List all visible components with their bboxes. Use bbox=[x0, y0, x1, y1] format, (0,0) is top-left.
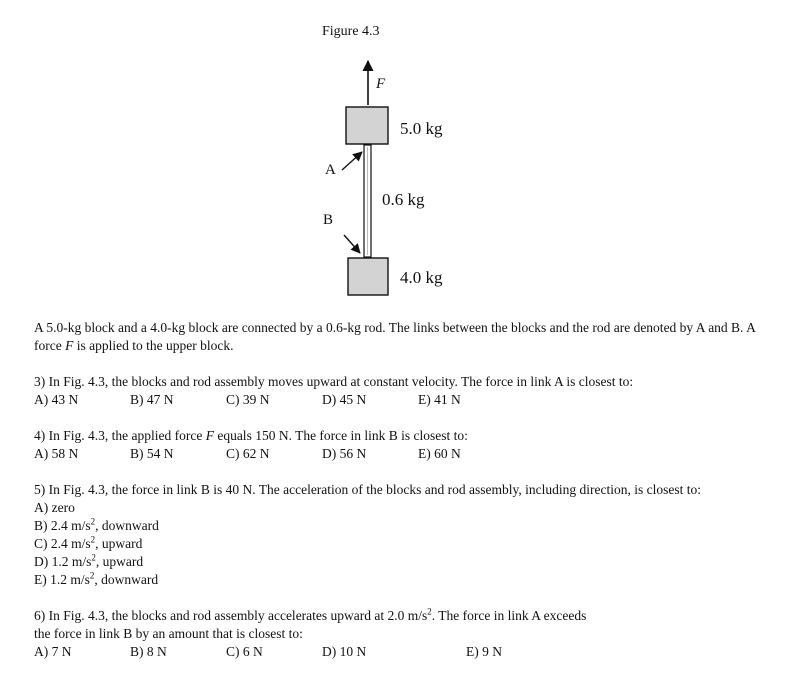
q5-c-direction: , upward bbox=[95, 536, 143, 551]
q4-option-b[interactable]: B) 54 N bbox=[130, 446, 174, 461]
q6-option-b[interactable]: B) 8 N bbox=[130, 644, 167, 659]
q5-b-unit: m/s bbox=[71, 518, 91, 533]
question-5 bbox=[34, 481, 764, 589]
q5-option-b[interactable] bbox=[34, 517, 764, 535]
q5-e-direction: , downward bbox=[94, 572, 159, 587]
q5-e-value: E) 1.2 bbox=[34, 572, 71, 587]
link-a-arrow bbox=[342, 152, 362, 170]
q6-option-e[interactable]: E) 9 N bbox=[466, 644, 502, 659]
figure-diagram bbox=[300, 55, 470, 305]
q4-option-e[interactable]: E) 60 N bbox=[418, 446, 461, 461]
question-6-stem-line-2: the force in link B by an amount that is closest to: bbox=[34, 626, 303, 641]
q4-force-symbol: F bbox=[205, 428, 214, 443]
question-3 bbox=[34, 373, 764, 409]
q5-c-value: C) 2.4 bbox=[34, 536, 72, 551]
q5-b-direction: , downward bbox=[95, 518, 159, 533]
q4-stem-part-2: equals 150 N. The force in link B is closest to: bbox=[213, 428, 468, 443]
question-6-options bbox=[34, 643, 764, 661]
lower-mass-label: 4.0 kg bbox=[400, 268, 443, 287]
q5-d-direction: , upward bbox=[95, 554, 144, 569]
link-b-arrow bbox=[344, 235, 360, 253]
q5-c-exp: 2 bbox=[90, 534, 96, 545]
q5-e-unit: m/s bbox=[70, 572, 90, 587]
intro-text-2: is applied to the upper block. bbox=[73, 338, 234, 353]
q5-d-unit: m/s bbox=[71, 554, 92, 569]
lower-block bbox=[348, 258, 388, 295]
link-a-label: A bbox=[325, 162, 336, 178]
link-b-label: B bbox=[323, 212, 334, 228]
q4-stem-part-1: 4) In Fig. 4.3, the applied force bbox=[34, 428, 206, 443]
question-6-stem-line-1 bbox=[34, 607, 764, 625]
question-4 bbox=[34, 427, 764, 463]
intro-force-symbol: F bbox=[65, 338, 74, 353]
question-4-options bbox=[34, 445, 764, 463]
q4-option-d[interactable]: D) 56 N bbox=[322, 446, 367, 461]
q5-b-value: B) 2.4 bbox=[34, 518, 72, 533]
question-4-stem bbox=[34, 427, 764, 445]
figure-title: Figure 4.3 bbox=[322, 24, 380, 39]
q5-option-a[interactable]: A) zero bbox=[34, 500, 75, 515]
q3-option-c[interactable]: C) 39 N bbox=[226, 392, 270, 407]
q5-option-c[interactable] bbox=[34, 535, 764, 553]
q5-c-unit: m/s bbox=[71, 536, 91, 551]
q5-b-exp: 2 bbox=[90, 516, 96, 527]
intro-text-1: A 5.0-kg block and a 4.0-kg block are connected by a 0.6-kg rod. The links between the blocks and the rod are denoted by A and B. A force bbox=[34, 320, 756, 353]
rod-mass-label: 0.6 kg bbox=[382, 190, 425, 209]
q3-option-d[interactable]: D) 45 N bbox=[322, 392, 367, 407]
q4-option-a[interactable]: A) 58 N bbox=[34, 446, 79, 461]
q3-option-b[interactable]: B) 47 N bbox=[130, 392, 174, 407]
q6-stem-part-2: . The force in link A exceeds bbox=[431, 608, 587, 623]
q5-e-exp: 2 bbox=[89, 570, 95, 581]
q6-stem-part-1: 6) In Fig. 4.3, the blocks and rod assembly accelerates upward at 2.0 m/s bbox=[34, 608, 428, 623]
q3-option-a[interactable]: A) 43 N bbox=[34, 392, 79, 407]
q5-option-d[interactable] bbox=[34, 553, 764, 571]
q3-option-e[interactable]: E) 41 N bbox=[418, 392, 461, 407]
force-label: F bbox=[376, 76, 386, 92]
problem-intro bbox=[34, 319, 759, 355]
q5-option-e[interactable] bbox=[34, 571, 764, 589]
upper-block bbox=[346, 107, 388, 144]
q6-option-c[interactable]: C) 6 N bbox=[226, 644, 263, 659]
q5-d-value: D) 1.2 bbox=[34, 554, 72, 569]
upper-mass-label: 5.0 kg bbox=[400, 119, 443, 138]
question-5-stem: 5) In Fig. 4.3, the force in link B is 40 N. The acceleration of the blocks and rod assembly, including direction, is closest to: bbox=[34, 482, 701, 497]
q6-option-a[interactable]: A) 7 N bbox=[34, 644, 72, 659]
q6-option-d[interactable]: D) 10 N bbox=[322, 644, 367, 659]
q6-stem-exp: 2 bbox=[427, 606, 432, 617]
q5-d-exp: 2 bbox=[91, 552, 96, 563]
question-6 bbox=[34, 607, 764, 661]
question-3-stem: 3) In Fig. 4.3, the blocks and rod assembly moves upward at constant velocity. The force in link A is closest to: bbox=[34, 374, 634, 389]
q4-option-c[interactable]: C) 62 N bbox=[226, 446, 270, 461]
question-3-options bbox=[34, 391, 764, 409]
